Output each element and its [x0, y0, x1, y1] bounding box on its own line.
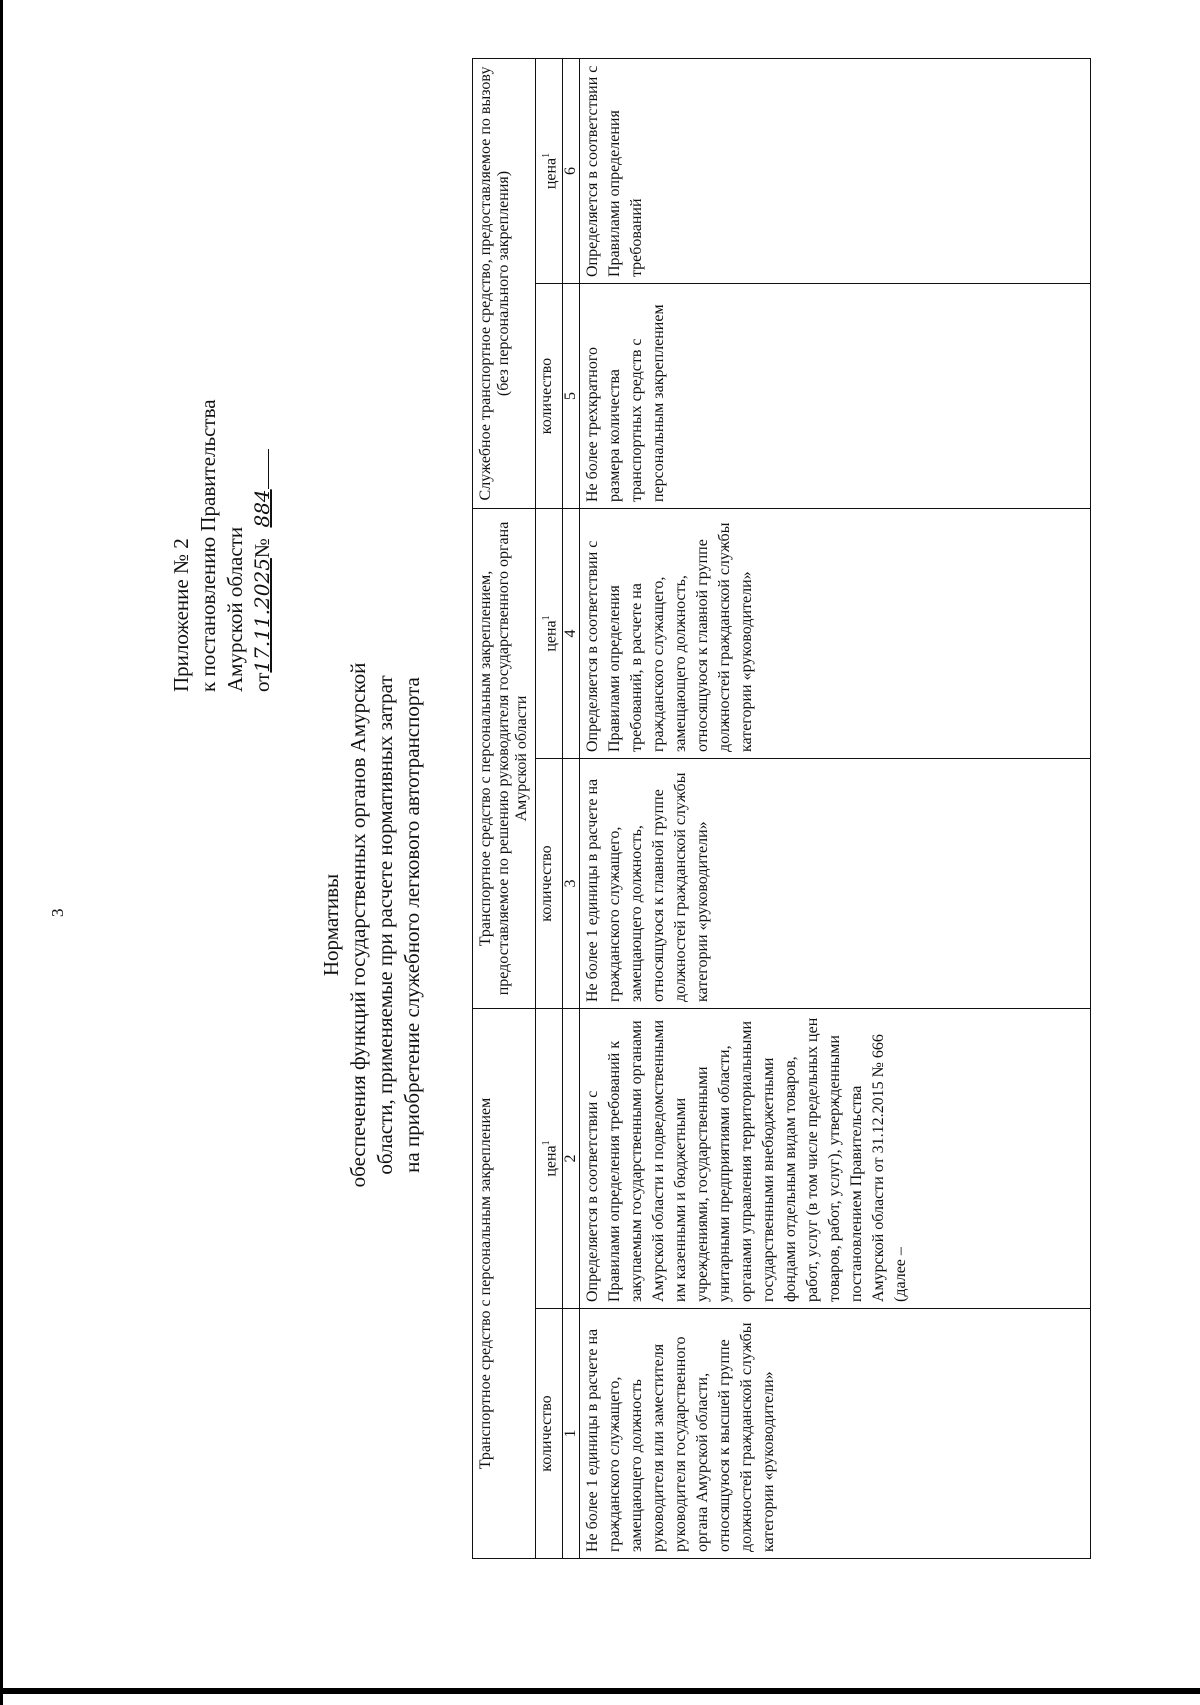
- table-subheader-row: [536, 59, 563, 1559]
- column-number-6: 6: [563, 59, 580, 284]
- appendix-line-3: Амурской области: [223, 526, 247, 692]
- price-label: цена: [542, 157, 560, 190]
- price-label: цена: [542, 620, 560, 652]
- cell-price-by-decision: Определяется в соответствии с Правилами определения требований, в расчете на гражданского служащего, замещающего должность, относящуюся к главной группе должностей гражданской службы категории «руководители»: [580, 509, 1091, 759]
- footnote-mark: 1: [541, 615, 552, 621]
- appendix-line-2: к постановлению Правительства: [196, 399, 220, 692]
- appendix-date-line: [249, 399, 276, 692]
- subheader-quantity-5: количество: [536, 284, 563, 509]
- number-prefix: №: [250, 538, 274, 559]
- column-number-4: 4: [563, 509, 580, 759]
- price-label: цена: [542, 1145, 560, 1177]
- footnote-mark: 1: [541, 1140, 552, 1146]
- group-header-by-decision: Транспортное средство с персональным закреплением, предоставляемое по решению руководителя государственного органа Амурской области: [473, 509, 536, 1009]
- norms-table: [472, 58, 1091, 1559]
- column-number-2: 2: [563, 1009, 580, 1309]
- column-number-3: 3: [563, 759, 580, 1009]
- title-line-3: области, применяемые при расчете нормативных затрат: [373, 675, 397, 1175]
- title-line-2: обеспечения функций государственных органов Амурской: [346, 662, 370, 1188]
- scan-bottom-edge: [0, 1688, 1200, 1694]
- cell-quantity-by-decision: Не более 1 единицы в расчете на гражданского служащего, замещающего должность, относящуюся к главной группе должностей гражданской службы категории «руководители»: [580, 759, 1091, 1009]
- footnote-mark: 1: [541, 152, 552, 158]
- subheader-price-6: [536, 59, 563, 284]
- title-line-1: Нормативы: [319, 873, 343, 977]
- cell-price-on-call: Определяется в соответствии с Правилами определения требований: [580, 59, 1091, 284]
- group-header-on-call: Служебное транспортное средство, предоставляемое по вызову (без персонального закрепления): [473, 59, 536, 509]
- date-prefix: от: [250, 672, 274, 692]
- column-number-5: 5: [563, 284, 580, 509]
- table-row: [580, 59, 1091, 1559]
- subheader-quantity-3: количество: [536, 759, 563, 1009]
- appendix-line-1: Приложение № 2: [169, 538, 193, 692]
- subheader-quantity-1: количество: [536, 1309, 563, 1559]
- subheader-price-2: [536, 1009, 563, 1309]
- handwritten-number: 884: [250, 489, 274, 528]
- cell-quantity-personal: Не более 1 единицы в расчете на гражданского служащего, замещающего должность руководителя или заместителя руководителя государственного органа Амурской области, относящуюся к высшей группе должностей гражданской службы категории «руководители»: [580, 1309, 1091, 1559]
- cell-quantity-on-call: Не более трехкратного размера количества транспортных средств с персональным закреплением: [580, 284, 1091, 509]
- column-number-1: 1: [563, 1309, 580, 1559]
- page-number: 3: [48, 908, 67, 917]
- table-group-header-row: [473, 59, 536, 1559]
- signature-underline: [267, 449, 269, 489]
- appendix-block: [168, 399, 276, 692]
- cell-price-personal: Определяется в соответствии с Правилами определения требований к закупаемым государственными органами Амурской области и подведомственными им казенными и бюджетными учреждениями, государственными унитарными предприятиями области, органами управления территориальными государственными внебюджетными фондами отдельным видам товаров, работ, услуг (в том числе предельных цен товаров, работ, услуг), утвержденными постановлением Правительства Амурской области от 31.12.2015 № 666 (далее –: [580, 1009, 1091, 1309]
- document-title: [318, 545, 426, 1305]
- group-header-personal: Транспортное средство с персональным закреплением: [473, 1009, 536, 1559]
- handwritten-date: 17.11.2025: [250, 558, 274, 673]
- subheader-price-4: [536, 509, 563, 759]
- table-column-number-row: [563, 59, 580, 1559]
- title-line-4: на приобретение служебного легкового автотранспорта: [400, 677, 424, 1173]
